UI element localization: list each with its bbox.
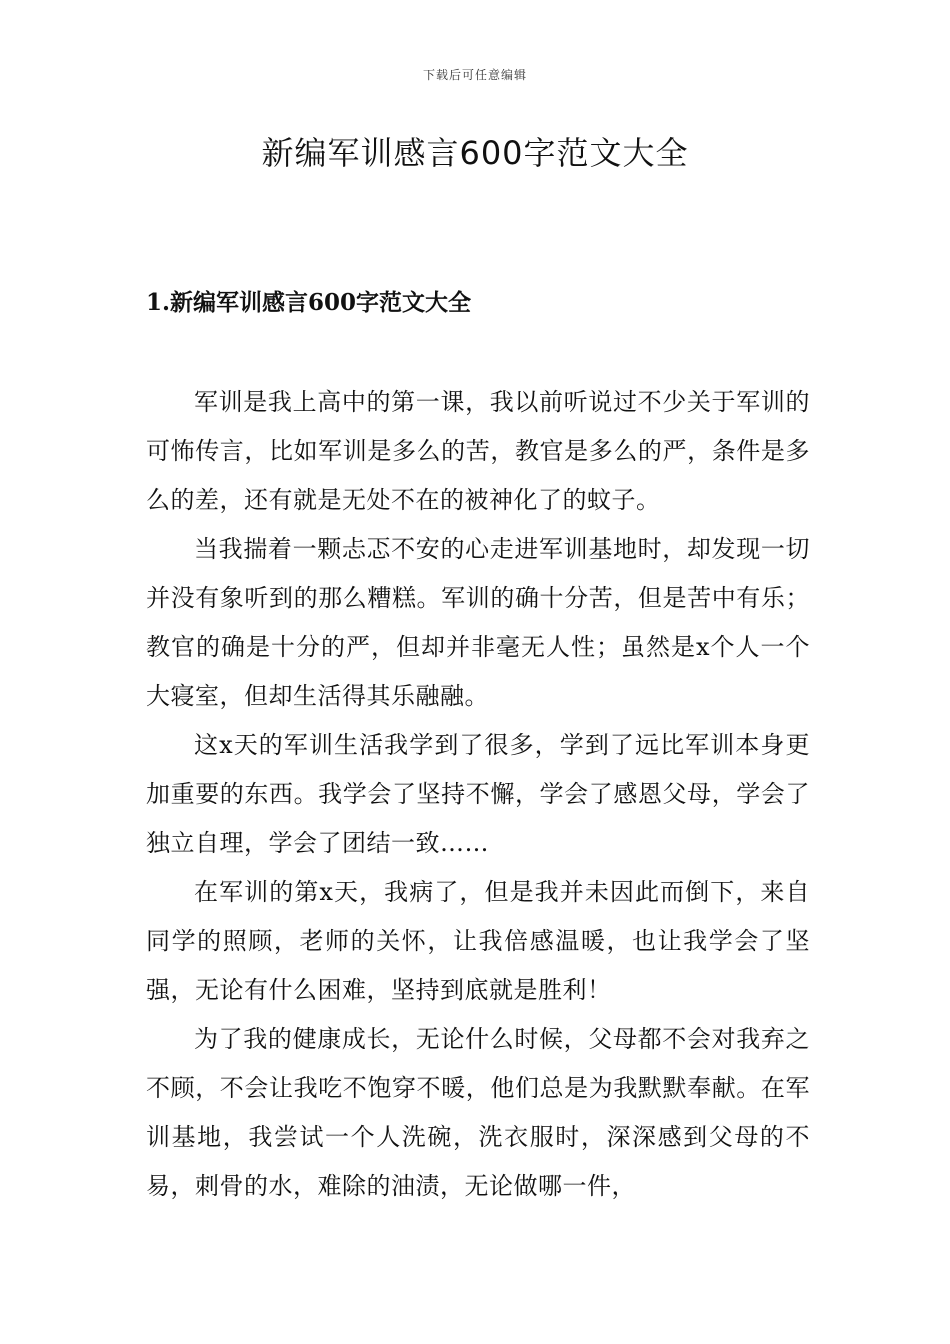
paragraph: 为了我的健康成长，无论什么时候，父母都不会对我弃之不顾，不会让我吃不饱穿不暖，他们总是为我默默奉献。在军训基地，我尝试一个人洗碗，洗衣服时，深深感到父母的不易，刺骨的水，难除的油渍，无论做哪一件， xyxy=(146,1025,810,1200)
document-title: 新编军训感言600字范文大全 xyxy=(261,134,689,172)
section-heading: 1.新编军训感言600字范文大全 xyxy=(146,289,472,316)
paragraph: 当我揣着一颗忐忑不安的心走进军训基地时，却发现一切并没有象听到的那么糟糕。军训的确十分苦，但是苦中有乐；教官的确是十分的严，但却并非毫无人性；虽然是x个人一个大寝室，但却生活得其乐融融。 xyxy=(146,535,810,710)
paragraph: 在军训的第x天，我病了，但是我并未因此而倒下，来自同学的照顾，老师的关怀，让我倍感温暖，也让我学会了坚强，无论有什么困难，坚持到底就是胜利！ xyxy=(146,878,810,1004)
paragraph: 军训是我上高中的第一课，我以前听说过不少关于军训的可怖传言，比如军训是多么的苦，教官是多么的严，条件是多么的差，还有就是无处不在的被神化了的蚊子。 xyxy=(146,388,810,514)
paragraph: 这x天的军训生活我学到了很多，学到了远比军训本身更加重要的东西。我学会了坚持不懈，学会了感恩父母，学会了独立自理，学会了团结一致…… xyxy=(146,731,810,857)
body-text xyxy=(146,378,810,1211)
header-note: 下载后可任意编辑 xyxy=(422,68,527,82)
